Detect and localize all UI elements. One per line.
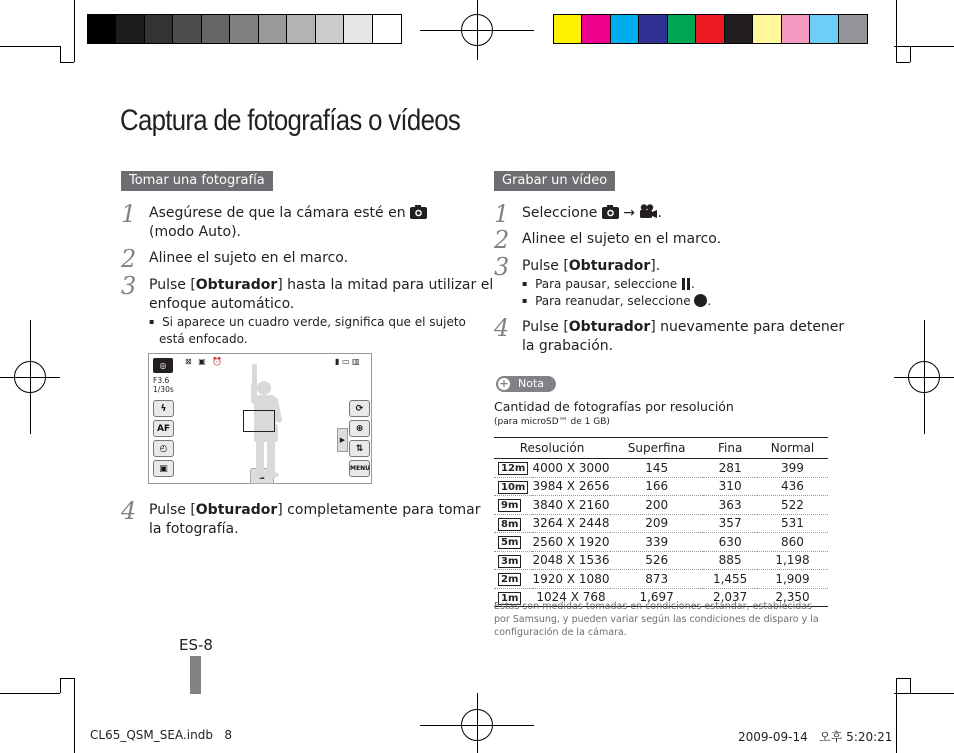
gray-swatch	[145, 15, 173, 43]
camera-screen-illustration	[148, 353, 372, 484]
slug-datetime: 2009-09-14 오후 5:20:21	[738, 730, 893, 744]
color-swatch	[639, 15, 667, 43]
step-text: Pulse [Obturador].	[522, 258, 661, 274]
resolution-table	[494, 437, 828, 607]
gray-swatch	[230, 15, 258, 43]
resolution-icon: 10m	[498, 481, 528, 494]
resolution-icon-cell	[494, 459, 532, 478]
gray-swatch	[373, 15, 401, 43]
note-badge: + Nota	[496, 376, 556, 392]
normal-cell: 522	[757, 496, 828, 515]
battery-icon: ▮ ▭ ▥	[335, 357, 360, 366]
movie-camera-icon	[639, 204, 657, 219]
normal-cell: 2,350	[757, 588, 828, 607]
bullet-resume: ▪ Para reanudar, seleccione .	[522, 294, 712, 308]
resolution-icon-cell	[494, 514, 532, 533]
camera-icon	[410, 205, 427, 219]
fina-cell: 630	[703, 533, 757, 552]
step-number: 1	[494, 200, 510, 228]
gray-swatch	[88, 15, 116, 43]
resolution-icon: 3m	[498, 555, 521, 568]
table-row	[494, 533, 828, 552]
col-header-superfina: Superfina	[610, 438, 703, 459]
fina-cell: 2,037	[703, 588, 757, 607]
ois-button[interactable]: ⇅	[349, 440, 370, 457]
bullet-pause: ▪ Para pausar, seleccione .	[522, 277, 695, 291]
fina-cell: 1,455	[703, 570, 757, 589]
exposure-info: F3.6 1/30s	[153, 376, 174, 394]
record-icon	[694, 294, 707, 307]
movie-size-button[interactable]: ▣	[153, 460, 174, 477]
table-title: Cantidad de fotografías por resolución	[494, 399, 734, 414]
superfina-cell: 339	[610, 533, 703, 552]
fina-cell: 281	[703, 459, 757, 478]
gray-swatch	[259, 15, 287, 43]
resolution-cell: 3840 X 2160	[532, 496, 610, 515]
step-text: Alinee el sujeto en el marco.	[522, 231, 722, 247]
page-tab-marker	[190, 656, 201, 694]
focus-frame	[243, 410, 275, 432]
resolution-icon-cell	[494, 496, 532, 515]
color-swatch-bar	[553, 14, 868, 44]
gray-swatch	[344, 15, 372, 43]
color-swatch	[753, 15, 781, 43]
table-row	[494, 459, 828, 478]
fina-cell: 363	[703, 496, 757, 515]
resolution-icon: 9m	[498, 499, 521, 512]
superfina-cell: 1,697	[610, 588, 703, 607]
color-swatch	[810, 15, 838, 43]
step-number: 4	[121, 497, 137, 525]
col-header-resolution: Resolución	[494, 438, 610, 459]
step-number: 2	[121, 245, 137, 273]
resolution-cell: 3984 X 2656	[532, 477, 610, 496]
fina-cell: 357	[703, 514, 757, 533]
table-row	[494, 570, 828, 589]
color-swatch	[839, 15, 867, 43]
color-swatch	[782, 15, 810, 43]
camera-icon	[602, 205, 619, 219]
normal-cell: 1,909	[757, 570, 828, 589]
normal-cell: 436	[757, 477, 828, 496]
color-swatch	[725, 15, 753, 43]
color-swatch	[696, 15, 724, 43]
superfina-cell: 145	[610, 459, 703, 478]
step-number: 4	[494, 314, 510, 342]
plus-icon: +	[499, 377, 509, 390]
col-header-normal: Normal	[757, 438, 828, 459]
superfina-cell: 209	[610, 514, 703, 533]
timer-button[interactable]: ◴	[153, 440, 174, 457]
gray-swatch	[116, 15, 144, 43]
table-row	[494, 496, 828, 515]
gray-swatch	[202, 15, 230, 43]
resolution-cell: 1920 X 1080	[532, 570, 610, 589]
step-text: Pulse [Obturador] nuevamente para detener la grabación.	[522, 319, 845, 354]
superfina-cell: 166	[610, 477, 703, 496]
superfina-cell: 526	[610, 551, 703, 570]
menu-button[interactable]: MENU	[349, 460, 370, 477]
bullet-focus-note: ▪ Si aparece un cuadro verde, significa que el sujeto está enfocado.	[149, 315, 466, 346]
resolution-icon-cell	[494, 477, 532, 496]
step-text: Pulse [Obturador] completamente para tomar la fotografía.	[149, 502, 481, 537]
footnote: Estas son medidas tomadas en condiciones estándar, establecidas por Samsung, y pueden variar según las condiciones de disparo y la configuración de la cámara.	[494, 601, 819, 638]
normal-cell: 860	[757, 533, 828, 552]
resolution-icon-cell	[494, 533, 532, 552]
superfina-cell: 200	[610, 496, 703, 515]
color-swatch	[582, 15, 610, 43]
step-number: 1	[121, 200, 137, 228]
normal-cell: 1,198	[757, 551, 828, 570]
gray-swatch	[316, 15, 344, 43]
step-number: 3	[121, 272, 137, 300]
table-row	[494, 477, 828, 496]
color-swatch	[668, 15, 696, 43]
side-tab-arrow-icon[interactable]: ▶	[337, 428, 348, 452]
table-subtitle: (para microSD™ de 1 GB)	[494, 417, 610, 427]
resolution-cell: 1024 X 768	[532, 588, 610, 607]
pause-icon	[681, 278, 691, 290]
step-text: Alinee el sujeto en el marco.	[149, 250, 349, 266]
table-header-row	[494, 438, 828, 459]
resolution-icon: 1m	[498, 592, 521, 605]
page-number: ES-8	[179, 636, 213, 654]
step-text: Pulse [Obturador] hasta la mitad para utilizar el enfoque automático.	[149, 277, 494, 312]
smart-auto-icon: ◎	[153, 358, 173, 373]
resolution-icon: 5m	[498, 536, 521, 549]
step-number: 3	[494, 253, 510, 281]
resolution-icon: 8m	[498, 518, 521, 531]
resolution-icon: 12m	[498, 462, 528, 475]
af-button[interactable]: AF	[153, 420, 174, 437]
rotate-button[interactable]: ⟳	[349, 400, 370, 417]
gray-swatch	[173, 15, 201, 43]
superfina-cell: 873	[610, 570, 703, 589]
col-header-fina: Fina	[703, 438, 757, 459]
normal-cell: 399	[757, 459, 828, 478]
gray-scale-bar	[87, 14, 402, 44]
slug-file: CL65_QSM_SEA.indb 8	[90, 728, 233, 742]
color-swatch	[554, 15, 582, 43]
step-text: Asegúrese de que la cámara esté en (modo Auto).	[149, 204, 427, 242]
resolution-cell: 4000 X 3000	[532, 459, 610, 478]
resolution-cell: 2560 X 1920	[532, 533, 610, 552]
metering-button[interactable]: ⊕	[349, 420, 370, 437]
resolution-icon-cell	[494, 570, 532, 589]
gray-swatch	[287, 15, 315, 43]
section-header-photo: Tomar una fotografía	[121, 171, 273, 191]
page-title: Captura de fotografías o vídeos	[120, 104, 461, 137]
flash-button[interactable]: ϟ	[153, 400, 174, 417]
normal-cell: 531	[757, 514, 828, 533]
color-swatch	[611, 15, 639, 43]
table-row	[494, 551, 828, 570]
section-header-video: Grabar un vídeo	[494, 171, 615, 191]
fina-cell: 885	[703, 551, 757, 570]
table-row	[494, 514, 828, 533]
resolution-cell: 3264 X 2448	[532, 514, 610, 533]
status-icons: ⊠ ▣ ⏰	[185, 357, 225, 366]
resolution-icon-cell	[494, 551, 532, 570]
step-number: 2	[494, 226, 510, 254]
resolution-cell: 2048 X 1536	[532, 551, 610, 570]
step-text: Seleccione → .	[522, 205, 662, 221]
resolution-icon: 2m	[498, 573, 521, 586]
fina-cell: 310	[703, 477, 757, 496]
